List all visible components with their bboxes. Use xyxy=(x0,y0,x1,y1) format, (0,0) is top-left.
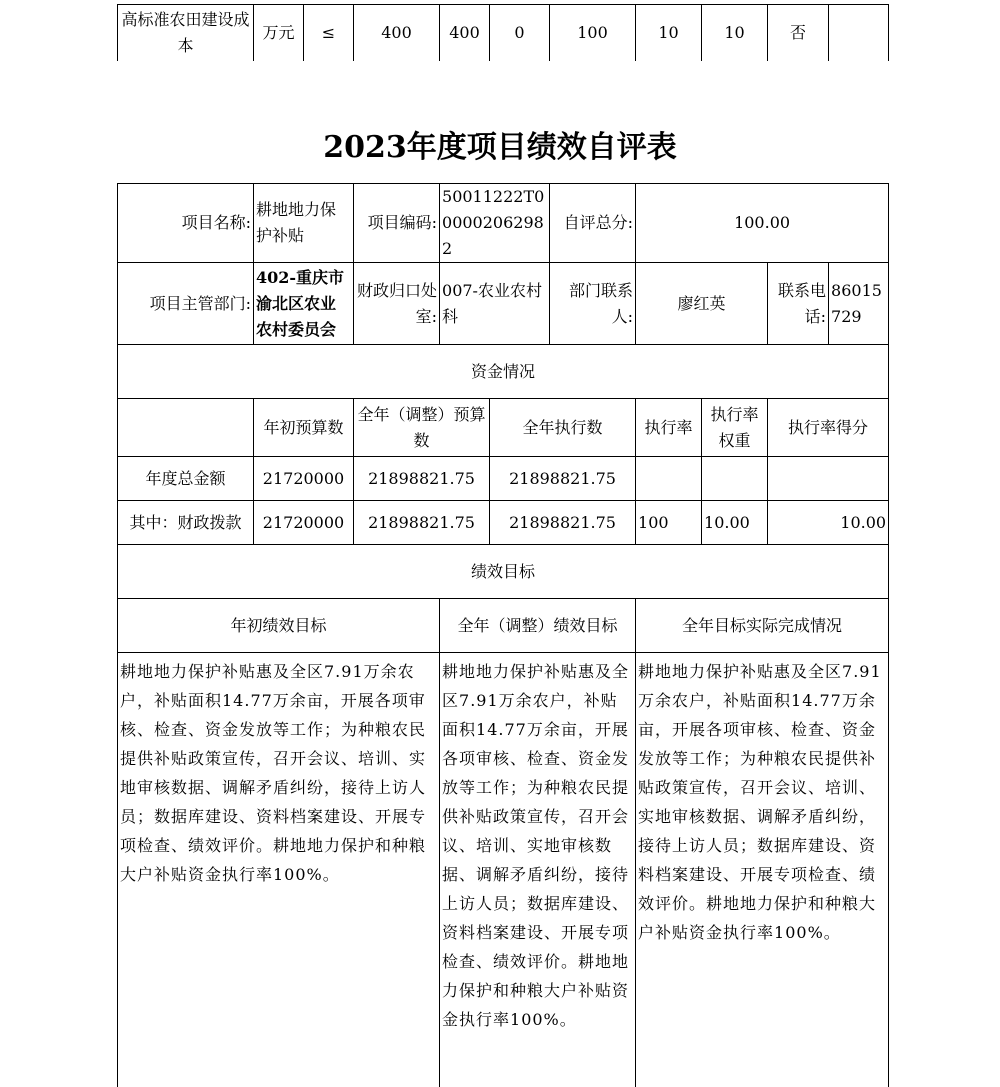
contact-person: 廖红英 xyxy=(636,263,768,345)
total-score: 100.00 xyxy=(636,184,889,263)
indicator-name: 高标准农田建设成本 xyxy=(118,5,254,62)
indicator-value: 0 xyxy=(490,5,550,62)
project-code: 50011222T000002062982 xyxy=(440,184,550,263)
indicator-note xyxy=(829,5,889,62)
funds-header-score: 执行率得分 xyxy=(768,399,889,457)
funds-header-rate: 执行率 xyxy=(636,399,702,457)
funds-row-score: 10.00 xyxy=(768,501,889,545)
dept-label: 项目主管部门: xyxy=(118,263,254,345)
indicator-operator: ≤ xyxy=(304,5,354,62)
funds-row-budget: 21720000 xyxy=(254,457,354,501)
funds-row-adjusted: 21898821.75 xyxy=(354,457,490,501)
project-code-label: 项目编码: xyxy=(354,184,440,263)
funds-row-label: 其中：财政拨款 xyxy=(118,501,254,545)
goals-header-adjusted: 全年（调整）绩效目标 xyxy=(440,599,636,653)
indicator-value: 10 xyxy=(702,5,768,62)
goals-header-initial: 年初绩效目标 xyxy=(118,599,440,653)
funds-row-score xyxy=(768,457,889,501)
phone: 86015729 xyxy=(829,263,889,345)
funds-row-label: 年度总金额 xyxy=(118,457,254,501)
funds-header-weight: 执行率权重 xyxy=(702,399,768,457)
finance-office: 007-农业农村科 xyxy=(440,263,550,345)
funds-header-adjusted: 全年（调整）预算数 xyxy=(354,399,490,457)
goal-actual-text: 耕地地力保护补贴惠及全区7.91万余农户，补贴面积14.77万余亩，开展各项审核、检查、资金发放等工作；为种粮农民提供补贴政策宣传，召开会议、培训、实地审核数据、调解矛盾纠纷，接待上访人员；数据库建设、资料档案建设、开展专项检查、绩效评价。耕地地力保护和种粮大户补贴资金执行率100%。 xyxy=(636,653,889,1087)
indicator-flag: 否 xyxy=(768,5,829,62)
contact-label: 部门联系人: xyxy=(550,263,636,345)
page-title: 2023年度项目绩效自评表 xyxy=(323,130,677,165)
funds-row-rate xyxy=(636,457,702,501)
indicator-value: 400 xyxy=(440,5,490,62)
goals-header-actual: 全年目标实际完成情况 xyxy=(636,599,889,653)
funds-row-weight xyxy=(702,457,768,501)
project-name: 耕地地力保护补贴 xyxy=(254,184,354,263)
funds-row-executed: 21898821.75 xyxy=(490,457,636,501)
funds-section-title: 资金情况 xyxy=(118,345,889,399)
dept: 402-重庆市渝北区农业农村委员会 xyxy=(254,263,354,345)
goals-section-title: 绩效目标 xyxy=(118,545,889,599)
finance-label: 财政归口处室: xyxy=(354,263,440,345)
indicator-value: 10 xyxy=(636,5,702,62)
indicator-value: 100 xyxy=(550,5,636,62)
score-label: 自评总分: xyxy=(550,184,636,263)
funds-row-rate: 100 xyxy=(636,501,702,545)
funds-row-executed: 21898821.75 xyxy=(490,501,636,545)
funds-header-blank xyxy=(118,399,254,457)
previous-table-row xyxy=(117,4,889,61)
funds-row-budget: 21720000 xyxy=(254,501,354,545)
indicator-value: 400 xyxy=(354,5,440,62)
funds-row-weight: 10.00 xyxy=(702,501,768,545)
goal-adjusted-text: 耕地地力保护补贴惠及全区7.91万余农户，补贴面积14.77万余亩，开展各项审核、检查、资金发放等工作；为种粮农民提供补贴政策宣传，召开会议、培训、实地审核数据、调解矛盾纠纷，接待上访人员；数据库建设、资料档案建设、开展专项检查、绩效评价。耕地地力保护和种粮大户补贴资金执行率100%。 xyxy=(440,653,636,1087)
indicator-unit: 万元 xyxy=(254,5,304,62)
funds-header-executed: 全年执行数 xyxy=(490,399,636,457)
funds-row-adjusted: 21898821.75 xyxy=(354,501,490,545)
phone-label: 联系电话: xyxy=(768,263,829,345)
project-name-label: 项目名称: xyxy=(118,184,254,263)
goal-initial-text: 耕地地力保护补贴惠及全区7.91万余农户，补贴面积14.77万余亩，开展各项审核、检查、资金发放等工作；为种粮农民提供补贴政策宣传，召开会议、培训、实地审核数据、调解矛盾纠纷，接待上访人员；数据库建设、资料档案建设、开展专项检查、绩效评价。耕地地力保护和种粮大户补贴资金执行率100%。 xyxy=(118,653,440,1087)
self-evaluation-table xyxy=(117,183,889,1087)
funds-header-budget: 年初预算数 xyxy=(254,399,354,457)
